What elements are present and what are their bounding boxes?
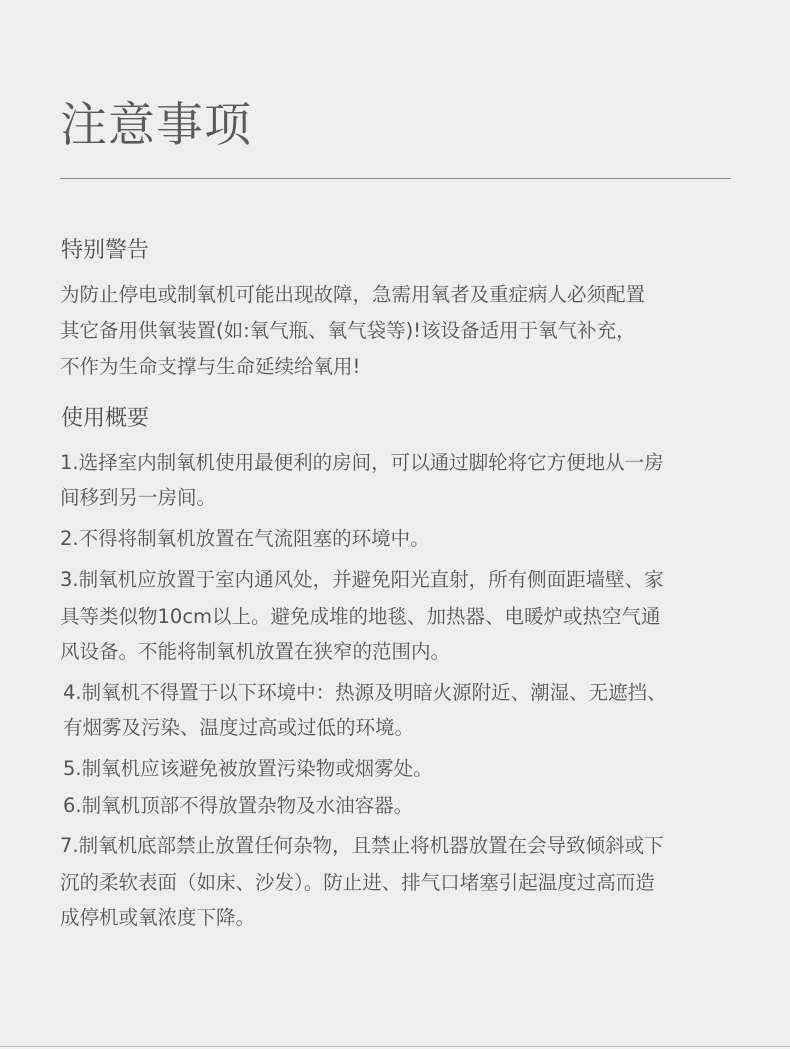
usage-item-line: 6.制氧机顶部不得放置杂物及水油容器。 <box>63 794 414 817</box>
usage-item-line: 7.制氧机底部禁止放置任何杂物，且禁止将机器放置在会导致倾斜或下 <box>60 834 664 857</box>
page-title: 注意事项 <box>60 98 252 153</box>
usage-item-line: 风设备。不能将制氧机放置在狭窄的范围内。 <box>60 640 451 663</box>
usage-item-line: 1.选择室内制氧机使用最便利的房间，可以通过脚轮将它方便地从一房 <box>60 451 664 474</box>
usage-item-line: 2.不得将制氧机放置在气流阻塞的环境中。 <box>60 527 430 550</box>
usage-item-line: 有烟雾及污染、温度过高或过低的环境。 <box>63 716 415 739</box>
title-divider <box>60 178 731 179</box>
usage-item-line: 3.制氧机应放置于室内通风处，并避免阳光直射，所有侧面距墙壁、家 <box>60 568 664 591</box>
usage-item-line: 间移到另一房间。 <box>60 486 217 509</box>
bottom-divider <box>0 1046 790 1047</box>
usage-item-line: 成停机或氧浓度下降。 <box>60 906 256 929</box>
usage-item-line: 4.制氧机不得置于以下环境中：热源及明暗火源附近、潮湿、无遮挡、 <box>63 681 667 704</box>
usage-heading: 使用概要 <box>61 406 150 431</box>
warning-line: 为防止停电或制氧机可能出现故障，急需用氧者及重症病人必须配置 <box>60 283 646 306</box>
warning-line: 其它备用供氧装置(如:氧气瓶、氧气袋等)!该设备适用于氧气补充， <box>60 319 636 342</box>
usage-item-line: 具等类似物10cm以上。避免成堆的地毯、加热器、电暖炉或热空气通 <box>60 605 661 628</box>
usage-item-line: 5.制氧机应该避免被放置污染物或烟雾处。 <box>63 757 433 780</box>
warning-line: 不作为生命支撑与生命延续给氧用! <box>60 355 361 378</box>
usage-item-line: 沉的柔软表面（如床、沙发）。防止进、排气口堵塞引起温度过高而造 <box>60 871 655 894</box>
warning-heading: 特别警告 <box>61 238 150 263</box>
